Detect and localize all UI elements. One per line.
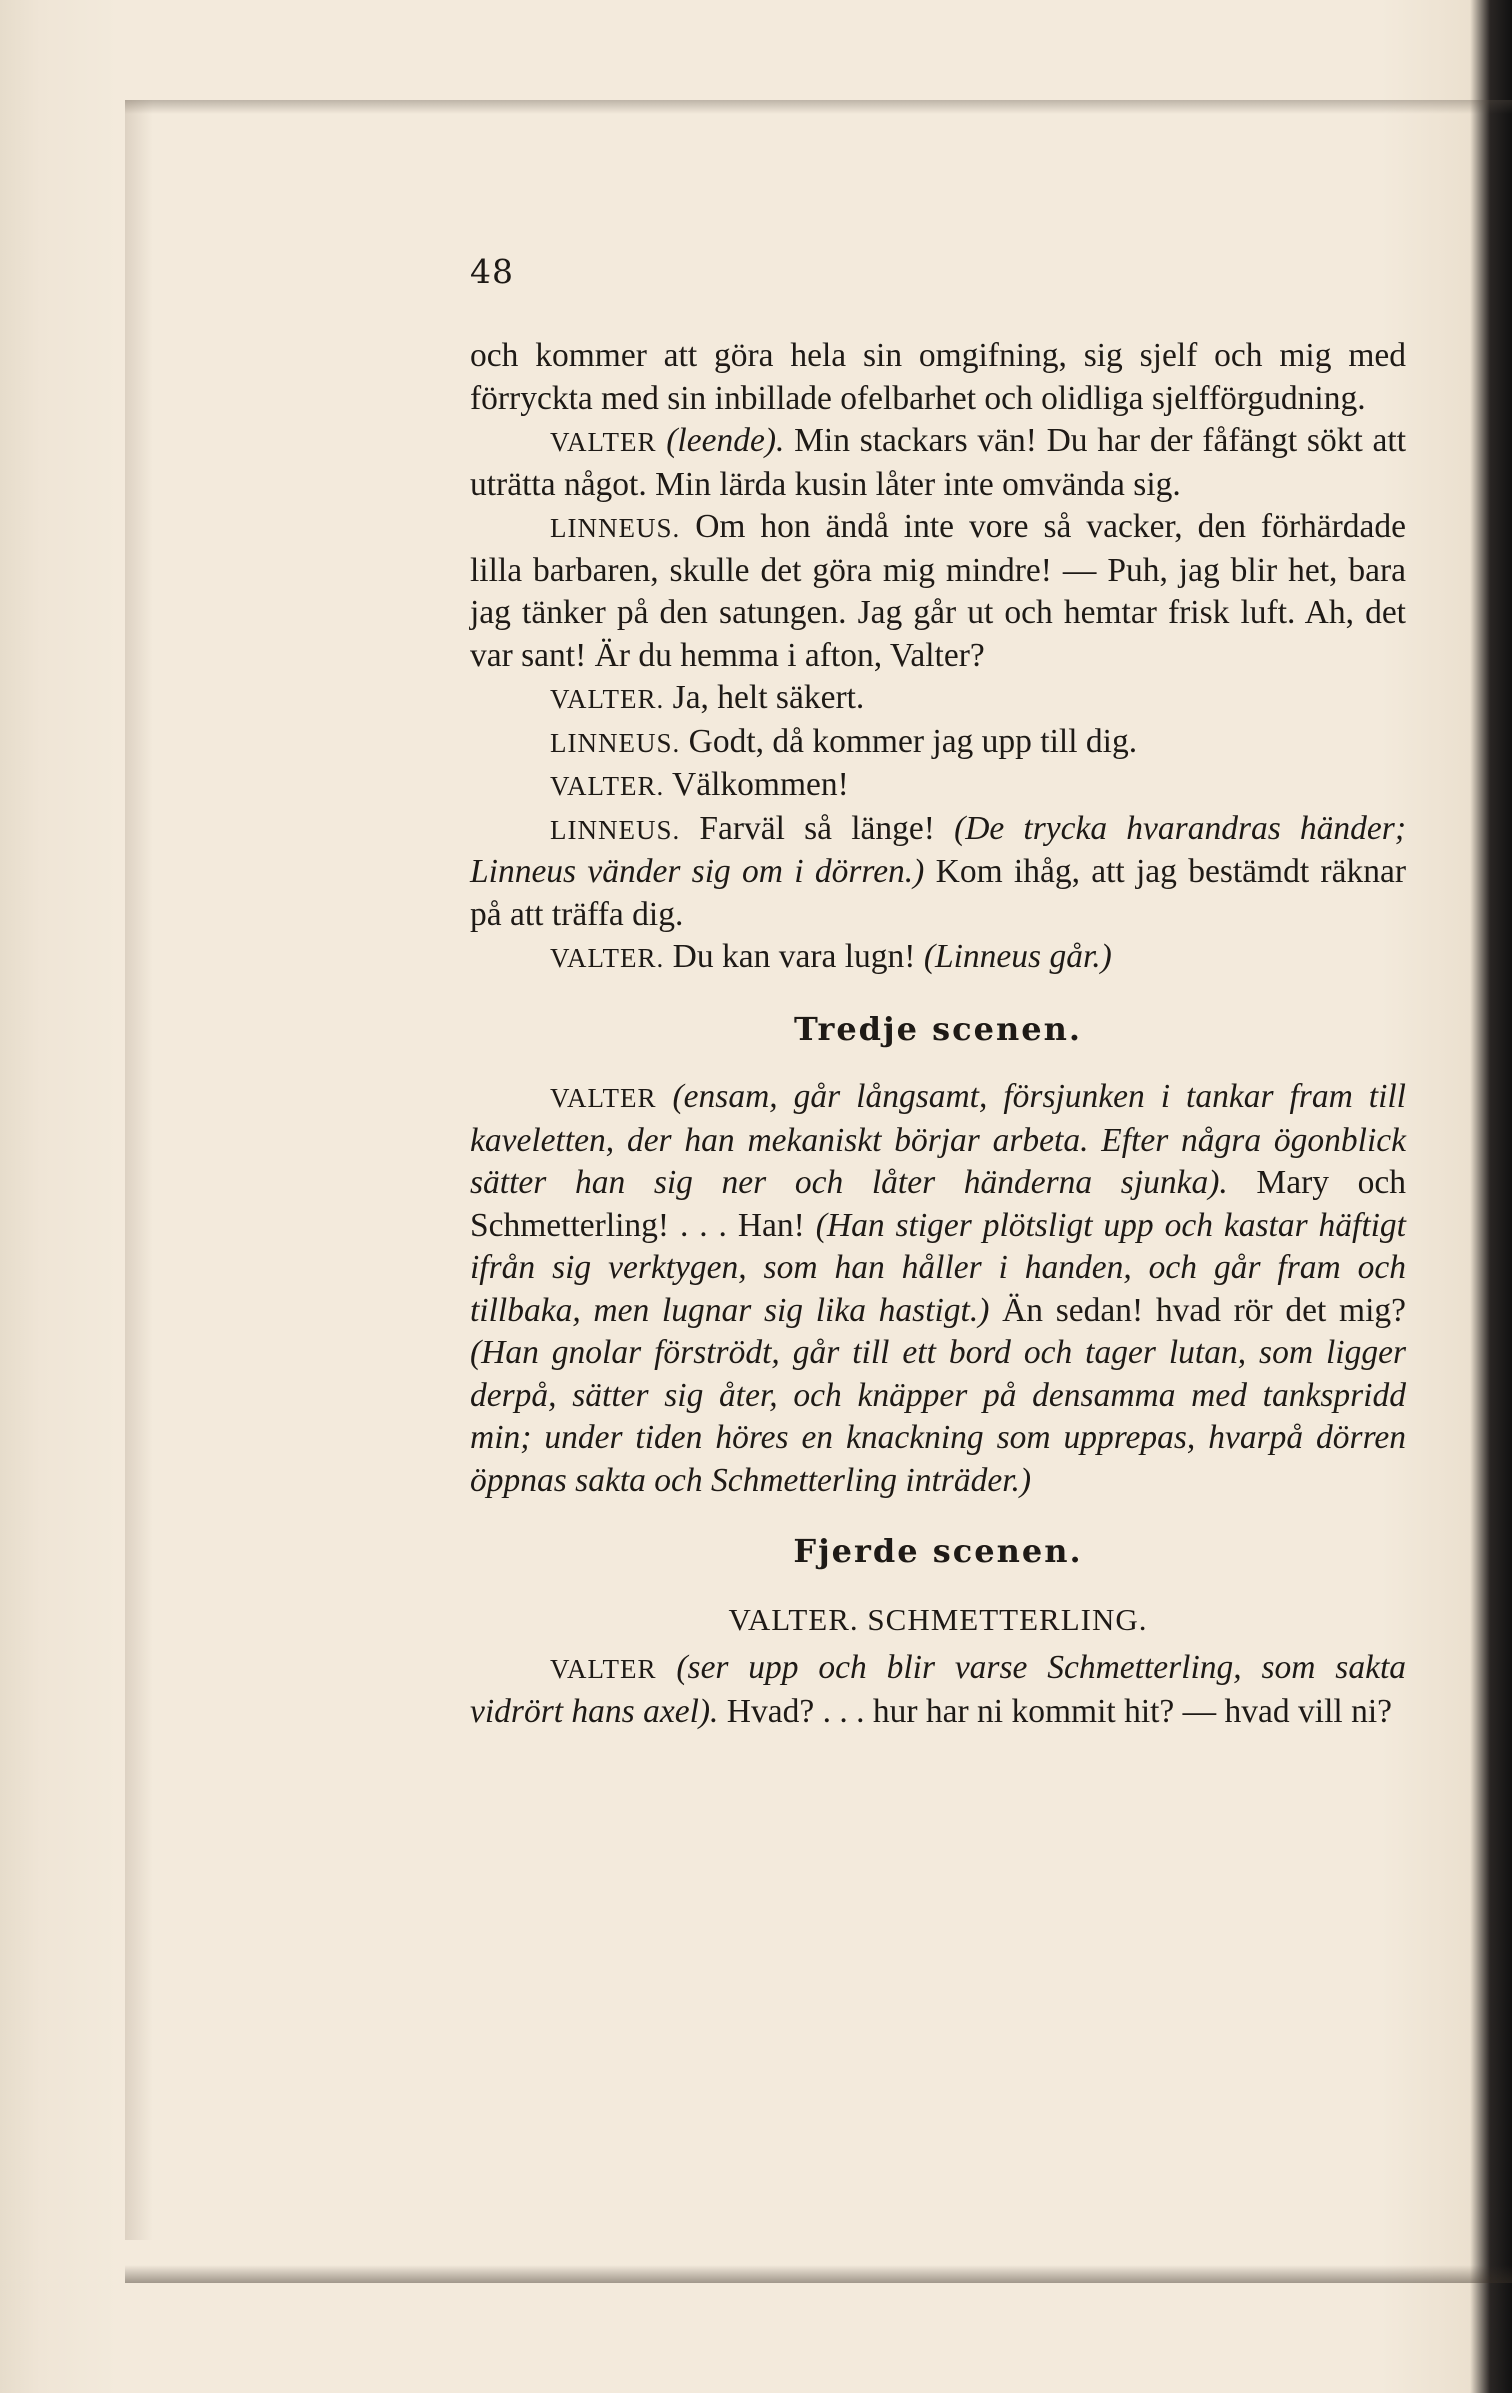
paragraph-continuation	[470, 335, 1406, 420]
dialogue-line	[470, 1647, 1406, 1733]
dialogue-line	[470, 677, 1406, 721]
page-body	[470, 335, 1406, 1733]
dialogue-line	[470, 721, 1406, 765]
scene-heading: Tredje scenen.	[793, 1009, 1083, 1048]
page-edge-top	[125, 100, 1512, 114]
stage-direction: (De trycka hvarandras händer; Linneus vänder sig om i dörren.)	[470, 809, 1406, 890]
dialogue-text: Ja, helt säkert.	[664, 679, 865, 716]
page-edge-left	[125, 100, 153, 2240]
speaker-name: VALTER	[550, 1083, 657, 1113]
dialogue-text: Välkommen!	[664, 766, 849, 803]
dialogue-line	[470, 764, 1406, 808]
speaker-name: VALTER	[550, 1654, 657, 1684]
speaker-name: VALTER.	[550, 684, 665, 714]
paragraph-text: och kommer att göra hela sin omgifning, sig sjelf och mig med förryckta med sin inbillade ofelbarhet och olidliga sjelfförgudning.	[470, 337, 1406, 417]
cast-list: VALTER. SCHMETTERLING.	[728, 1601, 1148, 1637]
dialogue-text: Om hon ändå inte vore så vacker, den förhärdade lilla barbaren, skulle det göra mig mindre! — Puh, jag blir het, bara jag tänker på den satungen. Jag går ut och hemtar frisk luft. Ah, det var sant! Är du hemma i afton, Valter?	[470, 508, 1406, 674]
page-number: 48	[470, 252, 514, 291]
speaker-name: VALTER.	[550, 771, 665, 801]
speaker-name: VALTER	[550, 427, 657, 457]
stage-direction: (Linneus går.)	[923, 938, 1112, 975]
stage-direction: (Han stiger plötsligt upp och kastar häftigt ifrån sig verktygen, som han håller i handen, och går fram och tillbaka, men lugnar sig lika hastigt.)	[470, 1206, 1406, 1329]
dialogue-text: Godt, då kommer jag upp till dig.	[680, 722, 1138, 760]
scene-heading: Fjerde scenen.	[793, 1532, 1083, 1570]
dialogue-text: Mary och Schmetterling! . . . Han!	[470, 1164, 1406, 1244]
stage-direction: (ser upp och blir varse Schmetterling, som sakta vidrört hans axel).	[470, 1649, 1406, 1730]
dialogue-line	[470, 808, 1406, 937]
speaker-name: LINNEUS.	[550, 727, 681, 758]
speaker-name: VALTER.	[550, 943, 665, 973]
stage-direction: (ensam, går långsamt, försjunken i tankar fram till kaveletten, der han mekaniskt börjar arbeta. Efter några ögonblick sätter han sig ner och låter händerna sjunka).	[470, 1078, 1406, 1201]
dialogue-text: Farväl så länge!	[680, 809, 955, 847]
stage-direction: (leende).	[666, 422, 785, 459]
dialogue-line	[470, 1076, 1406, 1502]
stage-direction: (Han gnolar förströdt, går till ett bord och tager lutan, som ligger derpå, sätter sig åter, och knäpper på densamma med tankspridd min; under tiden höres en knackning som upprepas, hvarpå dörren öppnas sakta och Schmetterling inträder.)	[470, 1334, 1406, 1499]
dialogue-text: Hvad? . . . hur har ni kommit hit? — hvad vill ni?	[718, 1692, 1393, 1730]
dialogue-line	[470, 420, 1406, 506]
dialogue-text: Än sedan! hvad rör det mig?	[989, 1291, 1407, 1329]
dialogue-text: Min stackars vän! Du har der fåfängt sökt att uträtta något. Min lärda kusin låter inte omvända sig.	[470, 422, 1406, 503]
dialogue-text: Du kan vara lugn!	[664, 938, 924, 975]
dialogue-line	[470, 506, 1406, 677]
speaker-name: LINNEUS.	[550, 814, 681, 845]
speaker-name: LINNEUS.	[550, 513, 681, 543]
dialogue-line	[470, 936, 1406, 980]
page-edge-bottom	[125, 2265, 1512, 2283]
dialogue-text: Kom ihåg, att jag bestämdt räknar på att träffa dig.	[470, 853, 1406, 933]
